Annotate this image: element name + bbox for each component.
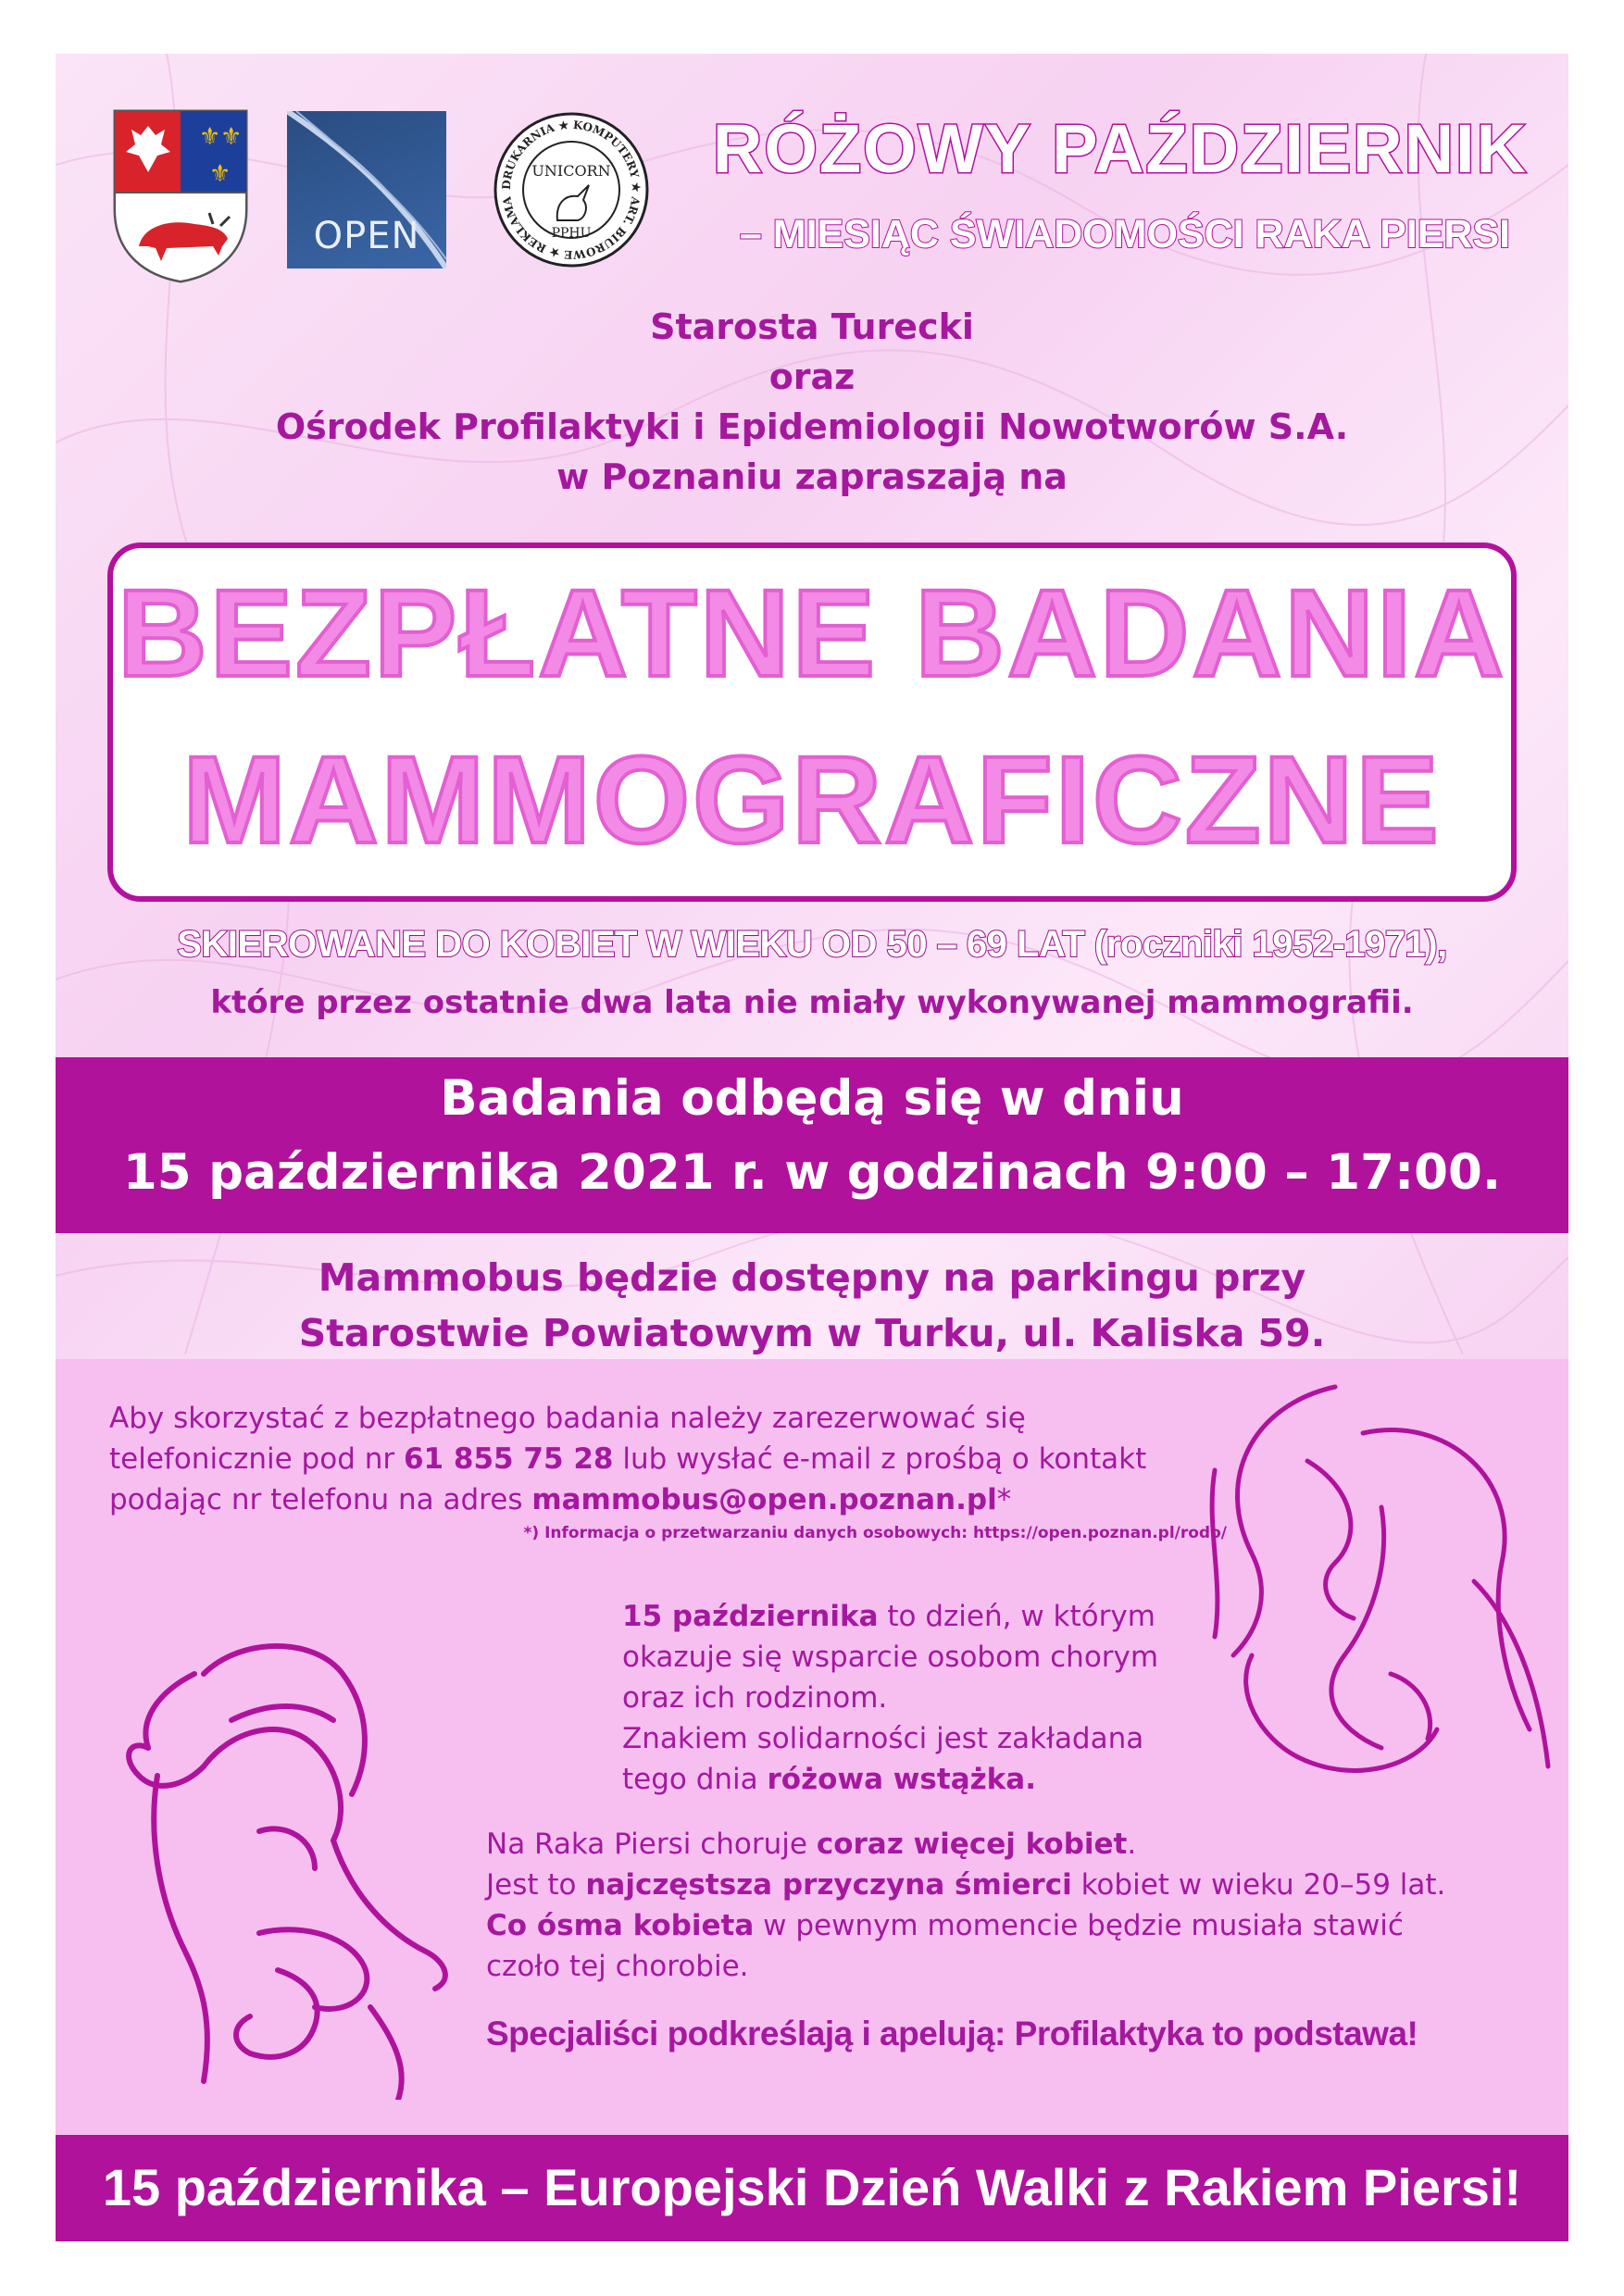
asterisk: *: [996, 1483, 1012, 1516]
event-subtitle: – MIESIĄC ŚWIADOMOŚCI RAKA PIERSI: [739, 212, 1511, 256]
coat-of-arms-logo: [111, 107, 250, 283]
event-title: RÓŻOWY PAŹDZIERNIK: [712, 110, 1529, 187]
organizer-line: Starosta Turecki: [650, 306, 974, 347]
registration-text: podając nr telefonu na adres: [109, 1483, 532, 1516]
svg-text:⚜: ⚜: [220, 123, 243, 151]
ribbon-line: [622, 1759, 1270, 1800]
organizer-line: Ośrodek Profilaktyki i Epidemiologii Nowotworów S.A.: [275, 406, 1349, 447]
svg-text:⚜: ⚜: [199, 123, 221, 151]
date-line-2: 15 października 2021 r. w godzinach 9:00 – 17:00.: [122, 1144, 1502, 1201]
stats-text: w pewnym momencie będzie musiała stawić: [754, 1909, 1404, 1942]
gdpr-note: *) Informacja o przetwarzaniu danych osobowych: https://open.poznan.pl/rodo/: [523, 1524, 1227, 1542]
ribbon-line: oraz ich rodzinom.: [622, 1681, 888, 1715]
registration-text: telefonicznie pod nr: [109, 1442, 404, 1476]
svg-text:⚜: ⚜: [209, 160, 231, 188]
svg-text:UNICORN: UNICORN: [531, 162, 611, 180]
stats-text: Jest to: [486, 1868, 586, 1902]
ribbon-text: tego dnia: [622, 1763, 768, 1796]
ribbon-date: 15 października: [622, 1600, 879, 1633]
email-address: mammobus@open.poznan.pl: [531, 1483, 997, 1516]
stats-text: Na Raka Piersi choruje: [486, 1828, 817, 1861]
target-condition-line: które przez ostatnie dwa lata nie miały wykonywanej mammografii.: [210, 984, 1414, 1021]
svg-text:PPHU: PPHU: [551, 226, 592, 241]
organizer-line: w Poznaniu zapraszają na: [556, 456, 1068, 497]
location-line: Starostwie Powiatowym w Turku, ul. Kaliska 59.: [298, 1311, 1326, 1355]
phone-number: 61 855 75 28: [403, 1442, 614, 1476]
ribbon-line: [622, 1596, 1270, 1637]
statistics-info: [486, 1824, 1523, 1987]
appeal-text: Specjaliści podkreślają i apelują: Profilaktyka to podstawa!: [486, 2015, 1418, 2053]
pink-ribbon-label: różowa wstążka.: [767, 1763, 1036, 1796]
stats-line: [486, 1824, 1523, 1865]
poster: [56, 54, 1568, 2241]
registration-text: lub wysłać e-mail z prośbą o kontakt: [613, 1442, 1147, 1476]
stats-bold: coraz więcej kobiet: [816, 1828, 1128, 1861]
ribbon-text: to dzień, w którym: [878, 1600, 1156, 1633]
open-logo-text: OPEN: [313, 215, 420, 257]
organizers-block: [56, 302, 1568, 502]
open-logo: [287, 111, 446, 268]
registration-line: [109, 1439, 1220, 1479]
registration-line: [109, 1479, 1220, 1520]
stats-text: kobiet w wieku 20–59 lat.: [1071, 1868, 1446, 1902]
registration-line: Aby skorzystać z bezpłatnego badania należy zarezerwować się: [109, 1402, 1026, 1435]
svg-text:DRUKARNIA ★ KOMPUTERY ★ ART. B: DRUKARNIA ★ KOMPUTERY ★ ART. BIUROWE ★ REKLAMA: [499, 118, 643, 262]
location-line: Mammobus będzie dostępny na parkingu przy: [318, 1255, 1306, 1300]
ribbon-line: okazuje się wsparcie osobom chorym: [622, 1641, 1159, 1674]
ribbon-line: Znakiem solidarności jest zakładana: [622, 1722, 1144, 1755]
location-block: [56, 1250, 1568, 1361]
footer-text: 15 października – Europejski Dzień Walki z Rakiem Piersi!: [102, 2158, 1522, 2216]
stats-line: [486, 1865, 1523, 1905]
unicorn-logo: [493, 111, 650, 268]
stats-line: czoło tej chorobie.: [486, 1950, 749, 1983]
date-line-1: Badania odbędą się w dniu: [440, 1070, 1184, 1127]
stats-bold: najczęstsza przyczyna śmierci: [585, 1868, 1072, 1902]
headline-line-1: BEZPŁATNE BADANIA: [117, 565, 1507, 703]
registration-info: [109, 1398, 1220, 1520]
stats-bold: Co ósma kobieta: [486, 1909, 755, 1942]
headline-line-2: MAMMOGRAFICZNE: [182, 731, 1442, 869]
ribbon-info: [622, 1596, 1270, 1800]
stats-line: [486, 1905, 1523, 1946]
woman-self-exam-left-illustration: [93, 1618, 491, 2100]
stats-text: .: [1127, 1828, 1137, 1861]
organizer-line: oraz: [768, 356, 856, 397]
target-group-line: SKIEROWANE DO KOBIET W WIEKU OD 50 – 69 LAT (roczniki 1952-1971),: [177, 924, 1447, 965]
